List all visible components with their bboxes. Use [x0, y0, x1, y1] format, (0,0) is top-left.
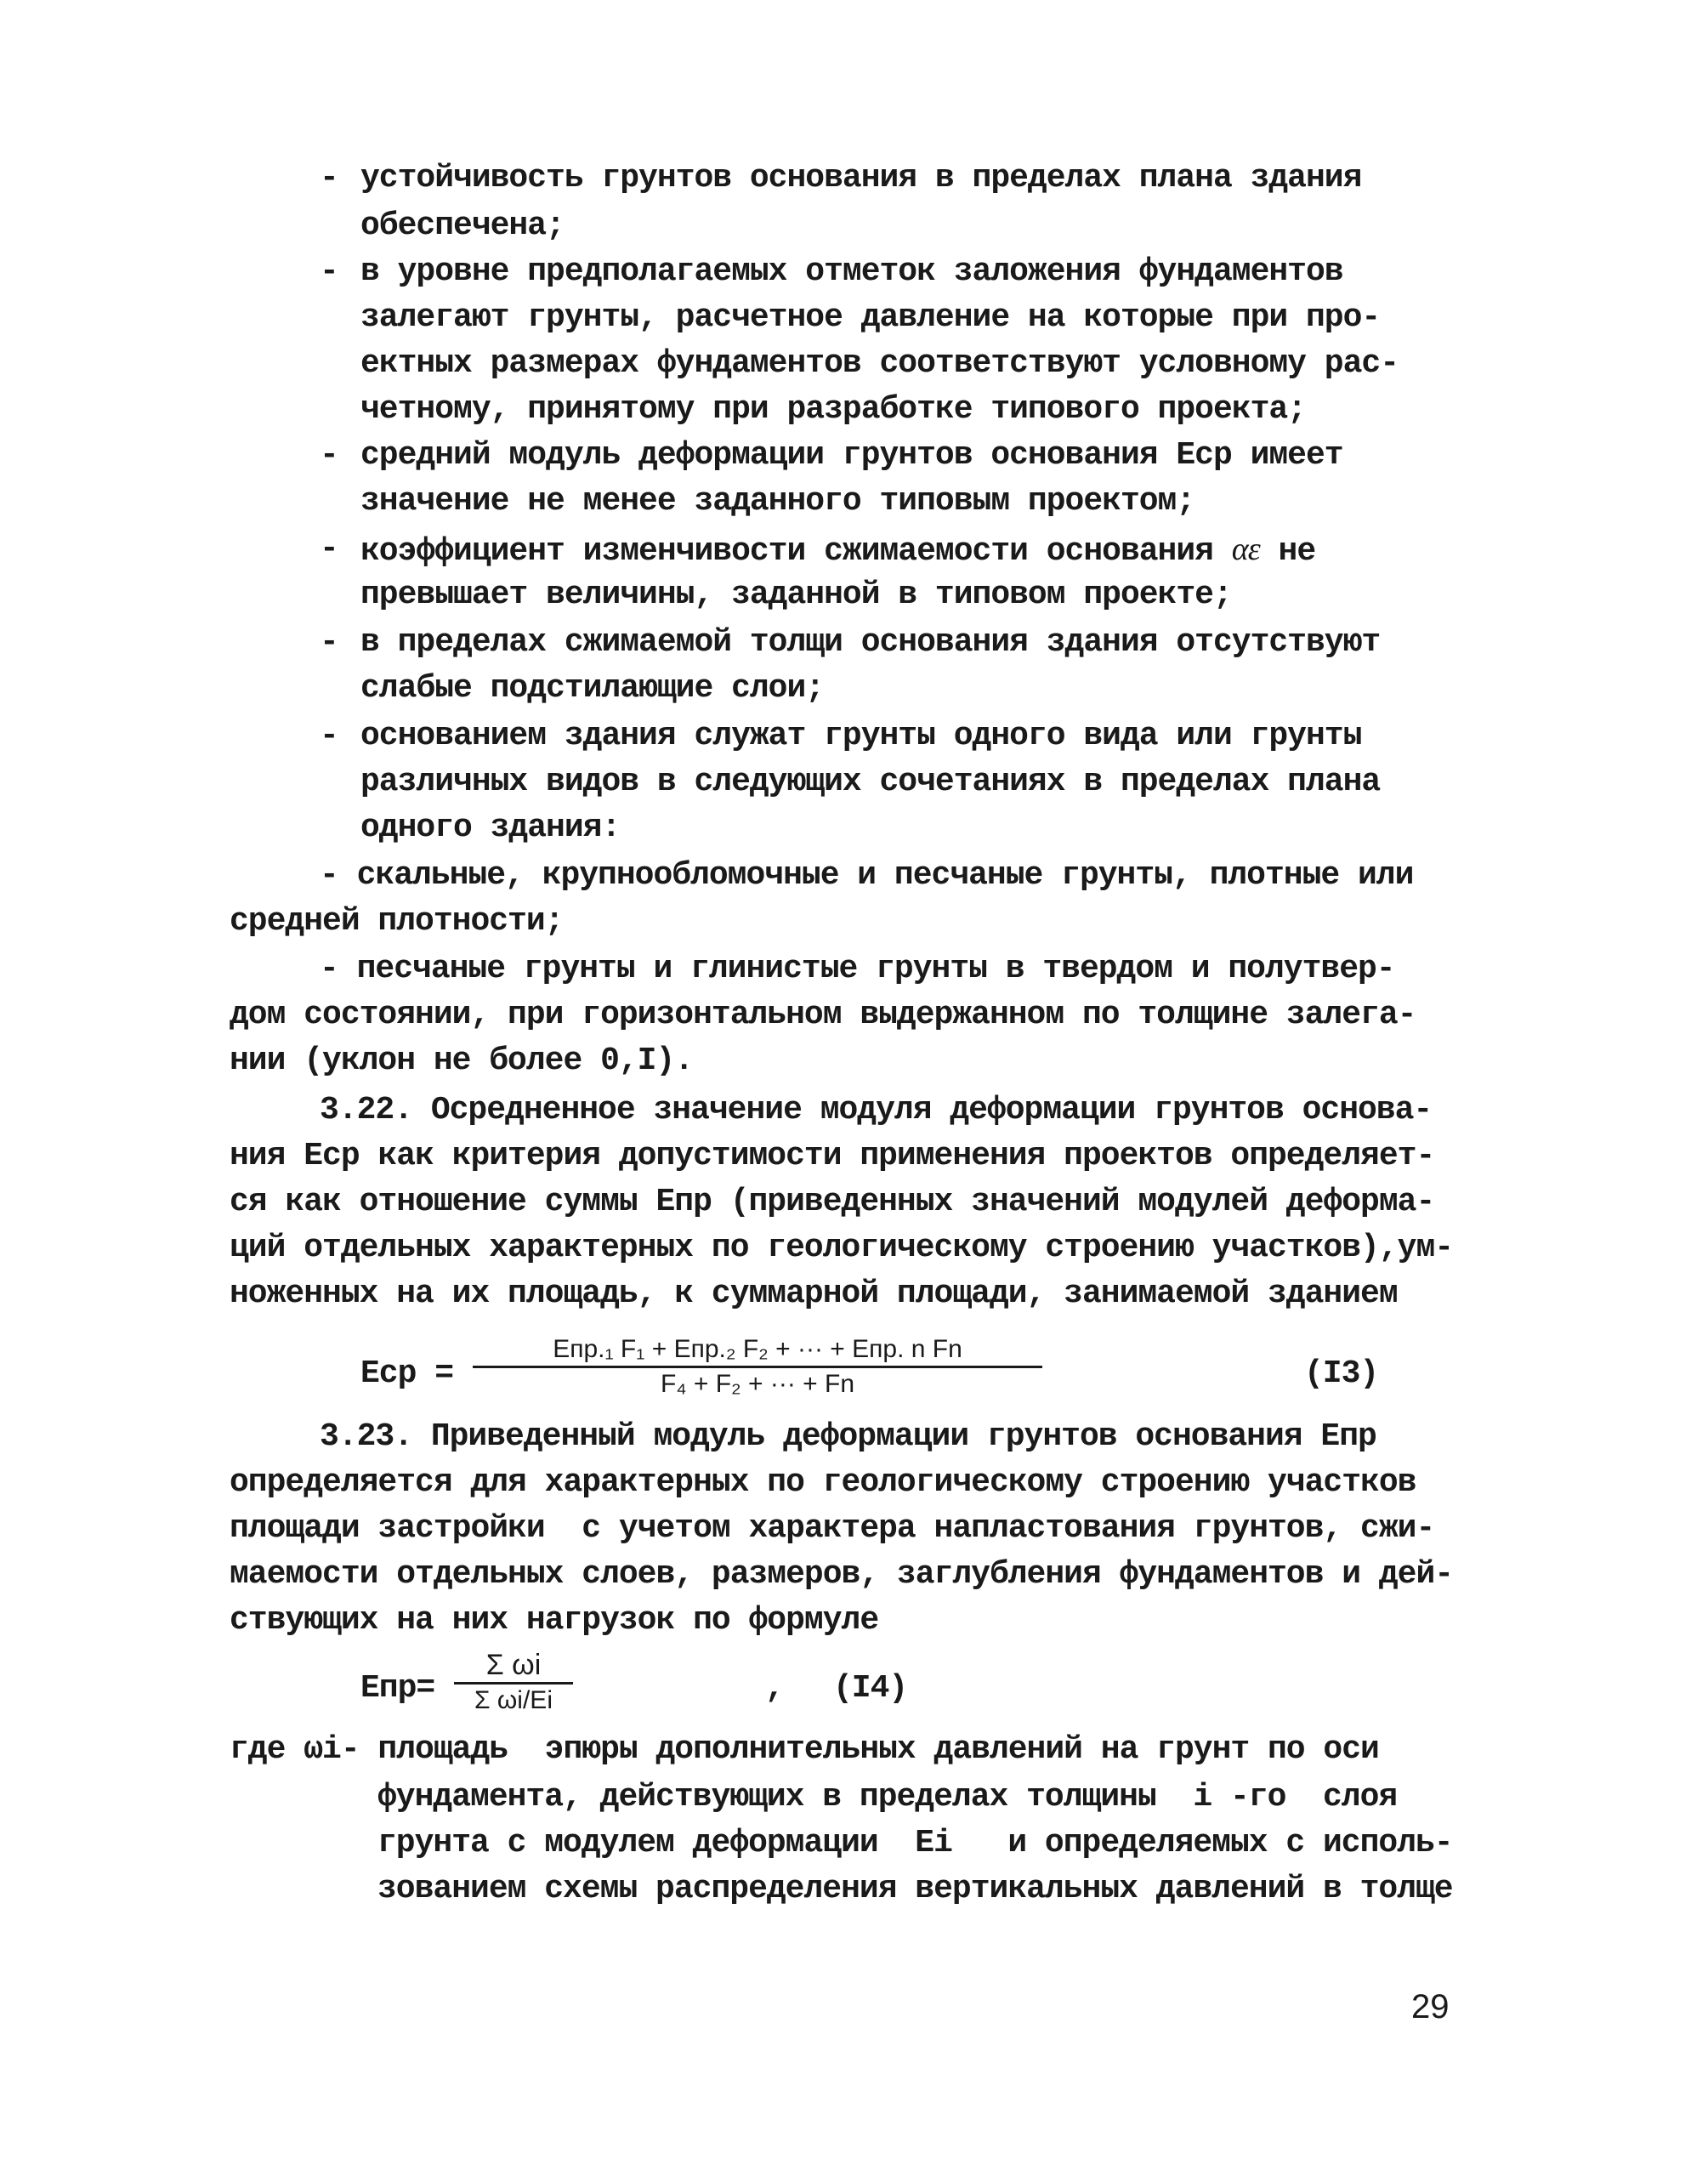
text-line: в пределах сжимаемой толщи основания здания отсутствуют — [360, 624, 1381, 661]
text-line: средней плотности; — [230, 903, 564, 940]
text-line: ния Еср как критерия допустимости применения проектов определяет- — [230, 1138, 1435, 1174]
bullet-dash: - — [320, 718, 339, 754]
text-line: ноженных на их площадь, к суммарной площади, занимаемой зданием — [230, 1276, 1398, 1312]
formula-13-number: (I3) — [1304, 1355, 1379, 1392]
text-line: одного здания: — [360, 810, 621, 846]
text-line: устойчивость грунтов основания в пределах плана здания — [360, 160, 1362, 196]
text-line: четному, принятому при разработке типового проекта; — [360, 391, 1306, 428]
formula-13-fraction — [473, 1333, 1042, 1401]
text-line: обеспечена; — [360, 207, 565, 244]
formula-14-numerator: Σ ωi — [485, 1649, 542, 1681]
page-number: 29 — [1411, 1988, 1450, 2025]
formula-13-numerator: Eпр.₁ F₁ + Eпр.₂ F₂ + ··· + Eпр. n Fn — [553, 1335, 962, 1363]
text-line: в уровне предполагаемых отметок заложения фундаментов — [360, 253, 1343, 290]
text-line: ствующих на них нагрузок по формуле — [230, 1602, 879, 1639]
text-line: - скальные, крупнообломочные и песчаные грунты, плотные или — [320, 857, 1414, 894]
text-line: 3.23. Приведенный модуль деформации грунтов основания Епр — [320, 1418, 1376, 1455]
text-line: залегают грунты, расчетное давление на которые при про- — [360, 299, 1381, 336]
formula-14-lhs: Епр= — [360, 1670, 435, 1707]
text-line: различных видов в следующих сочетаниях в пределах плана — [360, 764, 1381, 800]
text-line: коэффициент изменчивости сжимаемости основания αε не — [360, 531, 1316, 570]
bullet-dash: - — [320, 160, 339, 196]
text-line: ектных размерах фундаментов соответствуют условному рас- — [360, 345, 1399, 382]
text-line: фундамента, действующих в пределах толщины i -го слоя — [377, 1779, 1398, 1815]
text-line: грунта с модулем деформации Ei и определяемых с исполь- — [377, 1825, 1453, 1861]
text-line: средний модуль деформации грунтов основания Еср имеет — [360, 437, 1343, 474]
text-line: площади застройки с учетом характера напластования грунтов, сжи- — [230, 1510, 1435, 1547]
text-line: значение не менее заданного типовым проектом; — [360, 483, 1195, 520]
formula-14-number: (I4) — [833, 1670, 908, 1707]
formula-13-denominator: F₄ + F₂ + ··· + Fn — [660, 1370, 855, 1398]
text-line: ций отдельных характерных по геологическому строению участков),ум- — [230, 1230, 1454, 1266]
text-line: - песчаные грунты и глинистые грунты в твердом и полутвер- — [320, 951, 1395, 987]
text-line: превышает величины, заданной в типовом проекте; — [360, 577, 1232, 613]
text-line: нии (уклон не более 0,I). — [230, 1043, 694, 1079]
text-line: где ωi- площадь эпюры дополнительных давлений на грунт по оси — [230, 1731, 1379, 1768]
text-line: дом состоянии, при горизонтальном выдержанном по толщине залега- — [230, 997, 1416, 1033]
formula-14-denominator: Σ ωi/Ei — [474, 1686, 553, 1714]
formula-14-comma: , — [765, 1670, 784, 1707]
text-line: ся как отношение суммы Епр (приведенных значений модулей деформа- — [230, 1184, 1435, 1220]
bullet-dash: - — [320, 437, 339, 474]
text-line: маемости отдельных слоев, размеров, заглубления фундаментов и дей- — [230, 1556, 1454, 1593]
bullet-dash: - — [320, 253, 339, 290]
bullet-dash: - — [320, 624, 339, 661]
text-line: слабые подстилающие слои; — [360, 670, 825, 707]
alpha-e-symbol: αε — [1231, 531, 1260, 567]
text-line: зованием схемы распределения вертикальных давлений в толще — [377, 1871, 1453, 1907]
formula-13-lhs: Еср = — [360, 1355, 454, 1392]
text-line: определяется для характерных по геологическому строению участков — [230, 1464, 1416, 1501]
formula-14-fraction — [454, 1648, 573, 1717]
text-line: 3.22. Осредненное значение модуля деформации грунтов основа- — [320, 1092, 1433, 1128]
text-line: основанием здания служат грунты одного вида или грунты — [360, 718, 1362, 754]
bullet-dash: - — [320, 531, 339, 567]
